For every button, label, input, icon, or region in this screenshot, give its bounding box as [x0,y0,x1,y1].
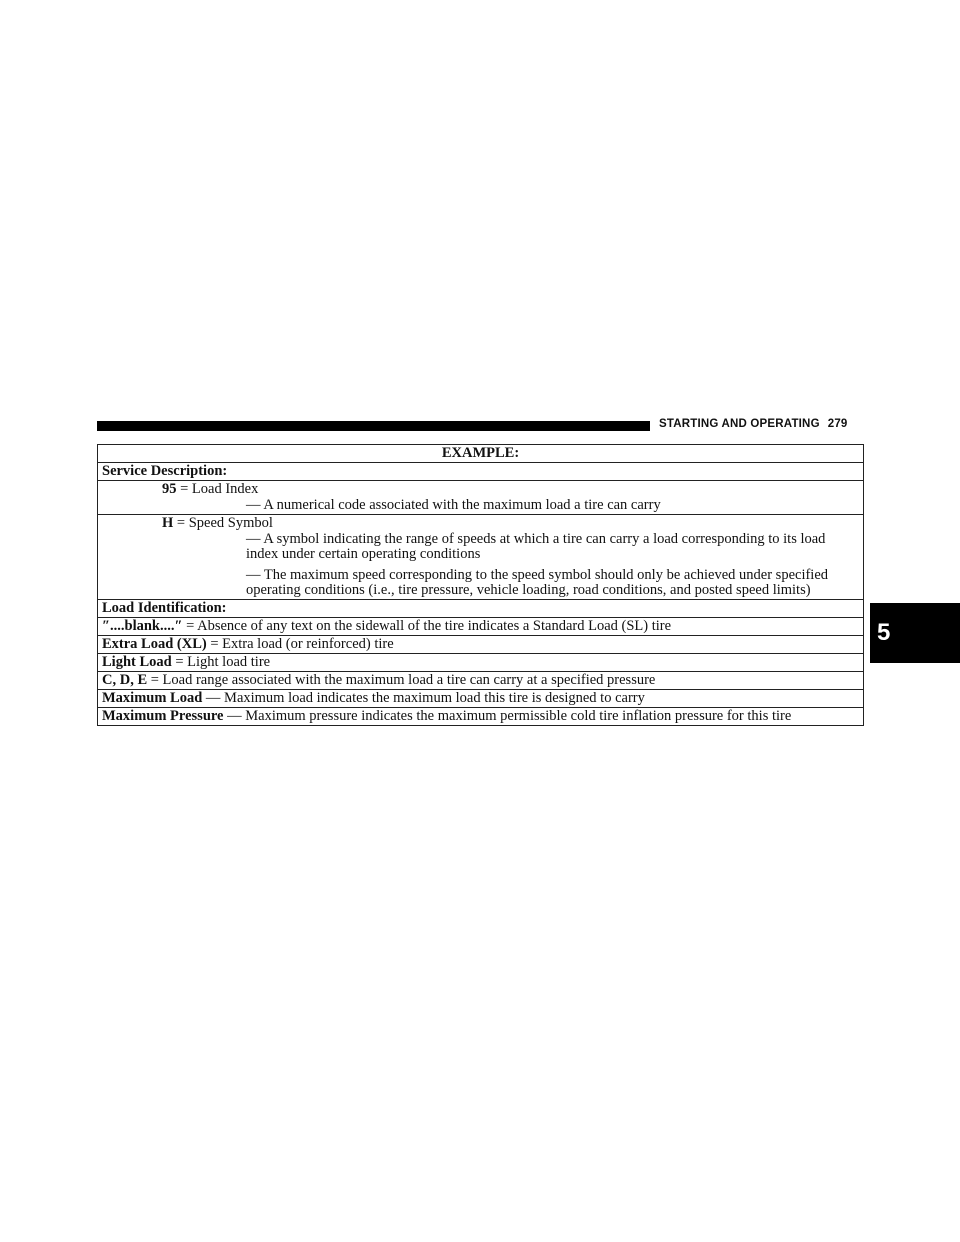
maximum-pressure-desc: — Maximum pressure indicates the maximum permissible cold tire inflation pressure for this tire [227,708,792,724]
load-id-term: ″....blank....″ [102,618,183,634]
chapter-tab [870,603,960,663]
tire-code-table [97,444,864,726]
header-rule [97,421,650,431]
load-id-desc: = Absence of any text on the sidewall of the tire indicates a Standard Load (SL) tire [186,618,672,634]
service-description-heading: Service Description: [98,463,864,481]
table-row [98,636,864,654]
table-row [98,445,864,463]
load-id-row [98,636,864,654]
load-id-desc: = Load range associated with the maximum load a tire can carry at a specified pressure [150,672,656,688]
load-index-code: 95 [162,481,177,497]
section-title: STARTING AND OPERATING [659,418,820,430]
table-row [98,672,864,690]
table-row [98,654,864,672]
table-row [98,708,864,726]
table-row [98,515,864,600]
load-index-description: — A numerical code associated with the maximum load a tire can carry [246,497,661,513]
load-id-row [98,672,864,690]
table-row [98,600,864,618]
maximum-pressure-cell [98,708,864,726]
table-row [98,463,864,481]
speed-symbol-code: H [162,515,174,531]
load-id-desc: = Light load tire [175,654,271,670]
load-index-cell [98,481,864,515]
table-row [98,481,864,515]
load-id-term: Light Load [102,654,172,670]
table-title: EXAMPLE: [98,445,864,463]
load-id-row [98,654,864,672]
page-number: 279 [827,418,848,430]
chapter-number: 5 [877,619,891,646]
load-id-term: C, D, E [102,672,148,688]
speed-symbol-label: = Speed Symbol [176,515,273,531]
load-id-term: Extra Load (XL) [102,636,207,652]
speed-symbol-description-1: — A symbol indicating the range of speeds at which a tire can carry a load corresponding to its load index under certain operating conditions [246,531,826,562]
speed-symbol-description-2: — The maximum speed corresponding to the speed symbol should only be achieved under specified operating conditions (i.e., tire pressure, vehicle loading, road conditions, and posted speed limits) [246,567,829,598]
table-row [98,690,864,708]
load-index-label: = Load Index [180,481,259,497]
speed-symbol-cell [98,515,864,600]
maximum-load-cell [98,690,864,708]
load-identification-heading: Load Identification: [98,600,864,618]
maximum-pressure-term: Maximum Pressure [102,708,224,724]
load-id-desc: = Extra load (or reinforced) tire [210,636,394,652]
load-id-row [98,618,864,636]
maximum-load-term: Maximum Load [102,690,203,706]
running-header [659,418,848,430]
maximum-load-desc: — Maximum load indicates the maximum load this tire is designed to carry [205,690,645,706]
table-row [98,618,864,636]
